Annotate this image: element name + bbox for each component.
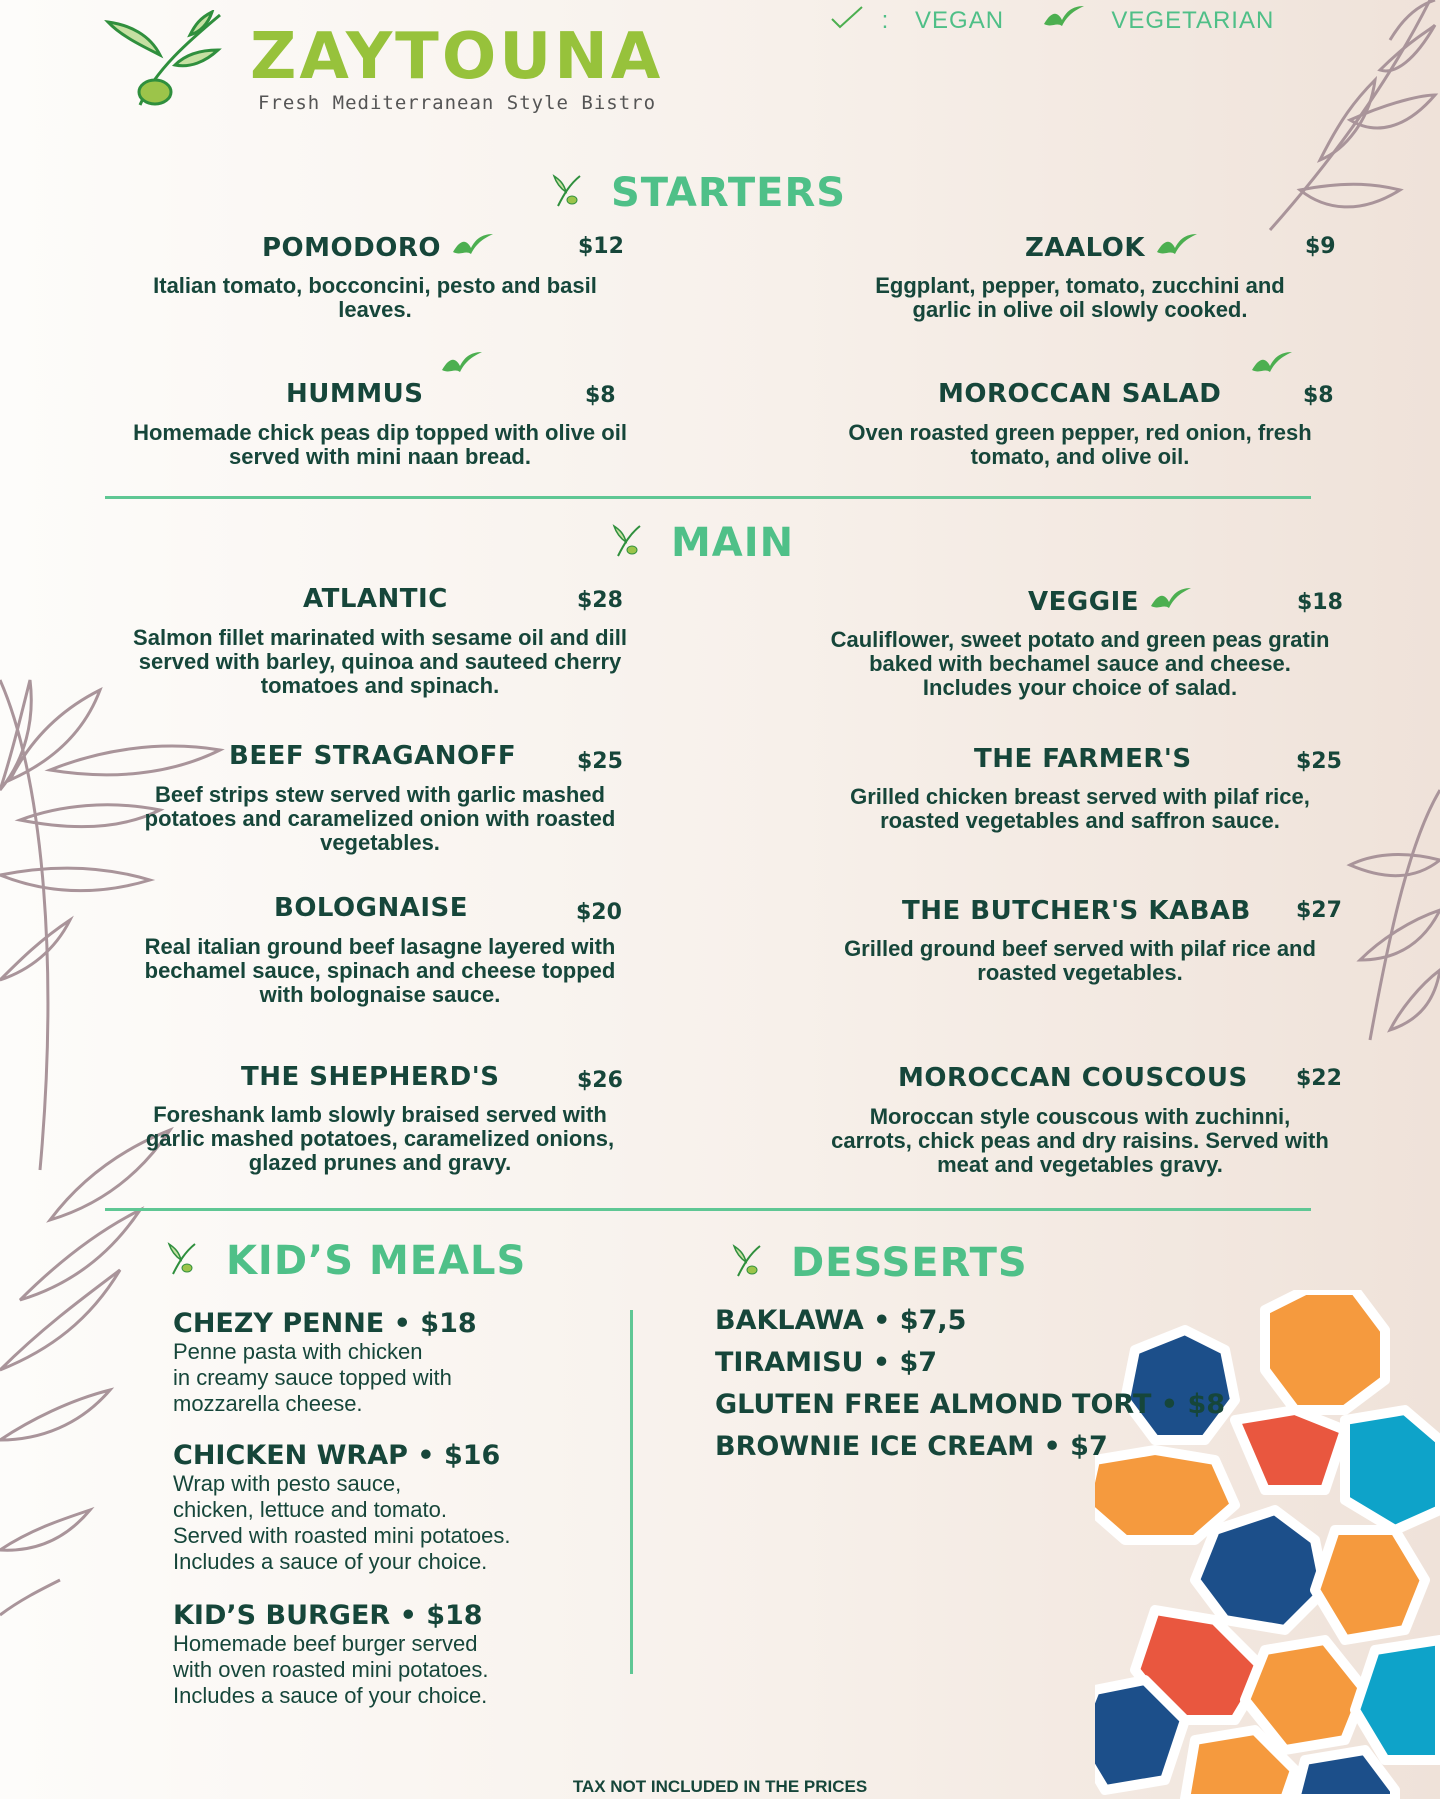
item-description: Grilled chicken breast served with pilaf rice, roasted vegetables and saffron sauce. [850, 784, 1310, 833]
kids-item-name: CHEZY PENNE • $18 [173, 1308, 477, 1339]
kids-item-desc-line: Served with roasted mini potatoes. [173, 1523, 511, 1548]
item-description: Foreshank lamb slowly braised served with garlic mashed potatoes, caramelized onions, glazed prunes and gravy. [145, 1102, 615, 1175]
vegetarian-leaf-icon [1149, 586, 1193, 619]
item-description: Homemade chick peas dip topped with olive oil served with mini naan bread. [133, 420, 627, 469]
kids-item-1 [173, 1440, 511, 1575]
desserts-list [715, 1300, 1225, 1468]
item-price: $27 [1296, 898, 1342, 923]
section-divider [105, 1208, 1311, 1211]
vegan-check-icon [830, 5, 864, 36]
item-name-hummus: HUMMUS [286, 379, 424, 409]
item-name-text: ZAALOK [1025, 233, 1145, 263]
item-name-text: VEGGIE [1028, 587, 1139, 617]
desserts-heading [730, 1240, 1028, 1288]
item-name-pomodoro [262, 232, 495, 265]
starters-heading [550, 170, 846, 218]
legend-vegan: VEGAN [915, 6, 1005, 34]
item-description: Grilled ground beef served with pilaf rice and roasted vegetables. [844, 936, 1316, 985]
item-description: Real italian ground beef lasagne layered with bechamel sauce, spinach and cheese topped with bolognaise sauce. [144, 934, 616, 1007]
kids-meals-heading [165, 1238, 526, 1286]
kids-item-name: CHICKEN WRAP • $16 [173, 1440, 501, 1471]
main-title: MAIN [670, 520, 795, 566]
dessert-item: BROWNIE ICE CREAM • $7 [715, 1431, 1108, 1462]
item-name-zaalok [1025, 232, 1199, 265]
item-description: Moroccan style couscous with zuchinni, carrots, chick peas and dry raisins. Served with meat and vegetables gravy. [831, 1104, 1329, 1177]
olive-sprig-icon [730, 1242, 766, 1288]
item-price: $8 [585, 383, 616, 408]
olive-branch-logo [100, 10, 230, 110]
tax-note: TAX NOT INCLUDED IN THE PRICES [572, 1777, 868, 1796]
brand-name: ZAYTOUNA [250, 20, 664, 94]
starters-title: STARTERS [610, 170, 847, 216]
item-name-veggie [1028, 586, 1193, 619]
kids-item-name: KID’S BURGER • $18 [173, 1600, 483, 1631]
section-divider [105, 496, 1311, 499]
diet-legend [830, 4, 1274, 37]
item-description: Beef strips stew served with garlic mashed potatoes and caramelized onion with roasted vegetables. [144, 782, 616, 855]
column-divider [630, 1310, 633, 1674]
item-price: $26 [577, 1068, 623, 1093]
kids-item-desc-line: Includes a sauce of your choice. [173, 1683, 488, 1708]
kids-item-desc-line: with oven roasted mini potatoes. [173, 1657, 489, 1682]
item-price: $22 [1296, 1066, 1342, 1091]
vegetarian-leaf-icon [440, 350, 484, 381]
olive-sprig-icon [165, 1240, 201, 1286]
branch-decoration-right [1330, 780, 1440, 1060]
item-description: Italian tomato, bocconcini, pesto and basil leaves. [153, 273, 597, 322]
dessert-item: BAKLAWA • $7,5 [715, 1305, 967, 1336]
kids-item-desc-line: Wrap with pesto sauce, [173, 1471, 402, 1496]
legend-separator: : [881, 6, 890, 34]
kids-meals-title: KID’S MEALS [225, 1238, 527, 1284]
vegetarian-leaf-icon [1250, 350, 1294, 381]
item-price: $9 [1305, 234, 1336, 259]
item-name-beef-straganoff: BEEF STRAGANOFF [229, 741, 517, 771]
kids-item-desc-line: Includes a sauce of your choice. [173, 1549, 488, 1574]
item-name-moroccan-couscous: MOROCCAN COUSCOUS [898, 1063, 1248, 1093]
kids-item-desc-line: Penne pasta with chicken [173, 1339, 423, 1364]
dessert-item: TIRAMISU • $7 [715, 1347, 938, 1378]
item-price: $12 [578, 234, 624, 259]
olive-sprig-icon [610, 522, 646, 568]
item-name-the-shepherds: THE SHEPHERD'S [241, 1062, 500, 1092]
item-name-the-farmers: THE FARMER'S [974, 744, 1192, 774]
desserts-title: DESSERTS [790, 1240, 1028, 1286]
dessert-item: GLUTEN FREE ALMOND TORT • $8 [715, 1389, 1226, 1420]
item-name-atlantic: ATLANTIC [303, 584, 448, 614]
item-description: Cauliflower, sweet potato and green peas gratin baked with bechamel sauce and cheese. Includes your choice of salad. [830, 627, 1330, 700]
item-price: $20 [576, 900, 622, 925]
kids-item-desc-line: chicken, lettuce and tomato. [173, 1497, 447, 1522]
kids-item-desc-line: in creamy sauce topped with [173, 1365, 452, 1390]
kids-item-desc-line: mozzarella cheese. [173, 1391, 363, 1416]
kids-item-desc-line: Homemade beef burger served [173, 1631, 478, 1656]
item-name-butchers-kabab: THE BUTCHER'S KABAB [902, 896, 1251, 926]
item-price: $18 [1297, 590, 1343, 615]
item-description: Oven roasted green pepper, red onion, fresh tomato, and olive oil. [848, 420, 1312, 469]
item-price: $28 [577, 588, 623, 613]
vegetarian-leaf-icon [1155, 232, 1199, 265]
item-name-bolognaise: BOLOGNAISE [274, 893, 469, 923]
vegetarian-leaf-icon [451, 232, 495, 265]
olive-sprig-icon [550, 172, 586, 218]
main-heading [610, 520, 794, 568]
brand-block [250, 18, 663, 114]
item-price: $8 [1303, 383, 1334, 408]
vegetarian-leaf-icon [1042, 4, 1086, 37]
kids-item-0 [173, 1308, 477, 1417]
kids-item-2 [173, 1600, 489, 1709]
item-name-moroccan-salad: MOROCCAN SALAD [938, 379, 1222, 409]
item-price: $25 [1296, 749, 1342, 774]
brand-tagline: Fresh Mediterranean Style Bistro [258, 92, 657, 114]
item-description: Eggplant, pepper, tomato, zucchini and garlic in olive oil slowly cooked. [875, 273, 1285, 322]
item-description: Salmon fillet marinated with sesame oil and dill served with barley, quinoa and sauteed cherry tomatoes and spinach. [133, 625, 627, 698]
item-name-text: POMODORO [262, 233, 441, 263]
legend-vegetarian: VEGETARIAN [1111, 6, 1275, 34]
item-price: $25 [577, 749, 623, 774]
